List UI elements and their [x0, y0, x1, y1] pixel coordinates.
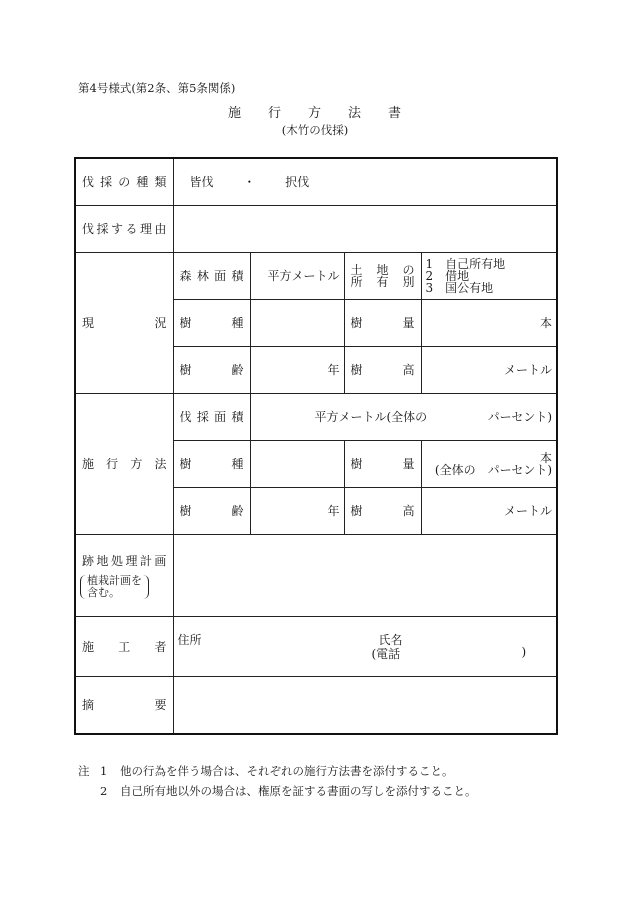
contractor-field[interactable] — [173, 616, 557, 676]
application-form-table — [74, 157, 558, 735]
title-char: 法 — [348, 106, 363, 121]
unit-square-meter: 平方メートル — [267, 269, 340, 283]
option-selective-cut[interactable]: 択伐 — [285, 175, 310, 190]
title-char: 行 — [267, 106, 282, 121]
row-cut-area — [75, 393, 557, 440]
tree-height-field[interactable] — [421, 346, 557, 393]
label-current-status: 現 況 — [75, 252, 173, 393]
site-plan-field[interactable] — [173, 534, 557, 616]
notes — [78, 761, 477, 801]
summary-field[interactable] — [173, 676, 557, 734]
label-cut-area: 伐 採 面 積 — [173, 393, 250, 440]
row-cutting-type — [75, 158, 557, 205]
unit-percent-total: (全体の パーセント) — [434, 462, 553, 477]
method-tree-height-field[interactable] — [421, 487, 557, 534]
row-contractor — [75, 616, 557, 676]
unit-meters: メートル — [504, 504, 553, 518]
title-char: 施 — [227, 106, 242, 121]
label-tree-amount: 樹 量 — [344, 299, 421, 346]
label-reason: 伐 採 す る 理 由 — [75, 205, 173, 252]
option-separator: ・ — [243, 175, 256, 190]
label-land-ownership: 土 地 の 所 有 別 — [344, 252, 421, 299]
note-number: 1 — [100, 764, 108, 778]
unit-trees: 本 — [540, 316, 553, 330]
label-tree-height: 樹 高 — [344, 346, 421, 393]
label-tree-species: 樹 種 — [173, 299, 250, 346]
contractor-address-label: 住所 — [177, 632, 202, 647]
forest-area-field[interactable] — [250, 252, 344, 299]
ownership-option-3[interactable]: 3 国公有地 — [425, 280, 494, 295]
label-contractor: 施 工 者 — [75, 616, 173, 676]
note-text: 自己所有地以外の場合は、権原を証する書面の写しを添付すること。 — [120, 784, 477, 798]
label-method-tree-height: 樹 高 — [344, 487, 421, 534]
row-forest-area — [75, 252, 557, 299]
label-execution-method: 施 行 方 法 — [75, 393, 173, 534]
title-char: 方 — [307, 106, 322, 121]
site-plan-note: 植栽計画を 含む。 — [80, 575, 149, 599]
option-clear-cut[interactable]: 皆伐 — [189, 175, 214, 190]
contractor-phone-label: (電話 — [371, 646, 401, 661]
notes-label: 注 — [78, 764, 90, 778]
label-method-tree-age: 樹 齢 — [173, 487, 250, 534]
title-char: 書 — [388, 106, 403, 121]
unit-years: 年 — [327, 363, 340, 377]
contractor-name-label: 氏名 — [378, 632, 403, 647]
form-number: 第4号様式(第2条、第5条関係) — [78, 81, 236, 95]
document-subtitle: (木竹の伐採) — [281, 123, 349, 137]
unit-percent: パーセント) — [487, 410, 553, 424]
tree-species-field[interactable] — [250, 299, 344, 346]
method-tree-amount-field[interactable] — [421, 440, 557, 487]
cutting-type-value[interactable] — [173, 158, 557, 205]
label-site-plan: 跡 地 処 理 計 画 植栽計画を 含む。 — [75, 534, 173, 616]
contractor-phone-close: ) — [521, 644, 527, 659]
reason-field[interactable] — [173, 205, 557, 252]
method-tree-age-field[interactable] — [250, 487, 344, 534]
tree-age-field[interactable] — [250, 346, 344, 393]
ownership-option-1[interactable]: 1 自己所有地 — [425, 256, 506, 271]
ownership-option-2[interactable]: 2 借地 — [425, 268, 470, 283]
unit-years: 年 — [327, 504, 340, 518]
label-tree-age: 樹 齢 — [173, 346, 250, 393]
note-number: 2 — [100, 784, 108, 798]
label-method-tree-amount: 樹 量 — [344, 440, 421, 487]
label-method-tree-species: 樹 種 — [173, 440, 250, 487]
row-reason — [75, 205, 557, 252]
row-site-plan — [75, 534, 557, 616]
unit-trees: 本 — [540, 450, 553, 465]
note-item — [78, 761, 477, 781]
label-forest-area: 森 林 面 積 — [173, 252, 250, 299]
note-item — [78, 781, 477, 801]
ownership-options[interactable] — [421, 252, 557, 299]
document-title — [0, 102, 630, 121]
cut-area-field[interactable] — [250, 393, 557, 440]
label-cutting-type: 伐 採 の 種 類 — [75, 158, 173, 205]
note-text: 他の行為を伴う場合は、それぞれの施行方法書を添付すること。 — [120, 764, 454, 778]
unit-square-meter-total: 平方メートル(全体の — [314, 410, 428, 424]
tree-amount-field[interactable] — [421, 299, 557, 346]
method-tree-species-field[interactable] — [250, 440, 344, 487]
row-summary — [75, 676, 557, 734]
label-summary: 摘 要 — [75, 676, 173, 734]
unit-meters: メートル — [504, 363, 553, 377]
